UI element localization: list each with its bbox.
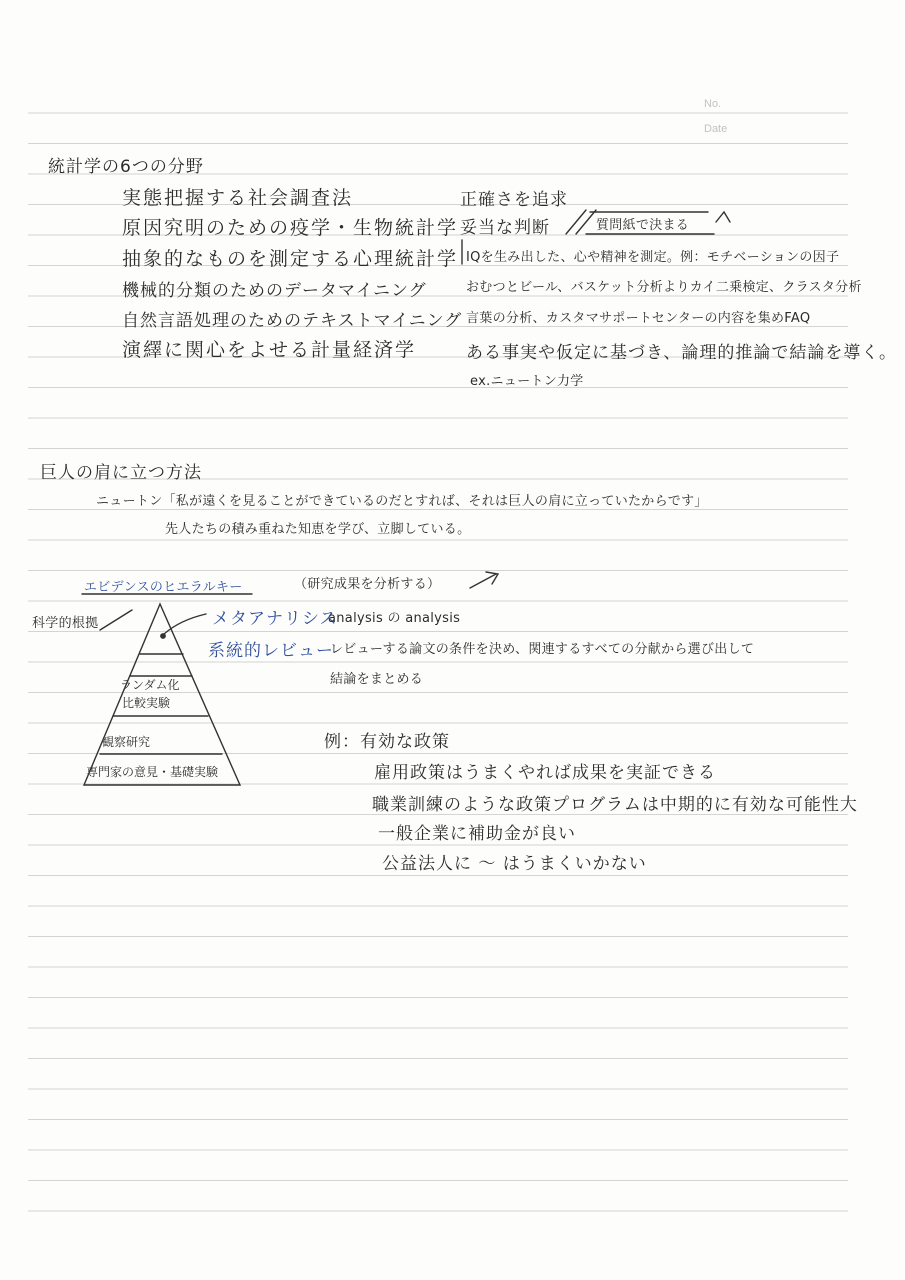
note-questionnaire: 質問紙で決まる [596, 218, 690, 233]
field-item: 原因究明のための疫学・生物統計学 [122, 217, 459, 239]
note-line: IQを生み出した、心や精神を測定。例：モチベーションの因子 [466, 250, 840, 265]
scientific-basis-label: 科学的根拠 [32, 616, 99, 631]
field-item: 抽象的なものを測定する心理統計学 [122, 248, 459, 270]
newton-follow: 先人たちの積み重ねた知恵を学び、立脚している。 [165, 522, 471, 537]
pyramid-level-rct: 比較実験 [122, 696, 171, 710]
example-line: 公益法人に 〜 はうまくいかない [382, 854, 647, 874]
note-line: ex.ニュートン力学 [470, 374, 584, 389]
bracket-arrow [590, 212, 730, 222]
evidence-arrow-icon [470, 572, 498, 588]
note-line: 言葉の分析、カスタマサポートセンターの内容を集めFAQ [466, 311, 811, 326]
meta-analysis-desc: analysis の analysis [328, 611, 461, 626]
evidence-pyramid [84, 604, 240, 785]
evidence-title-note: （研究成果を分析する） [294, 577, 441, 592]
side-label-arrow-icon [100, 610, 132, 630]
newton-quote: ニュートン「私が遠くを見ることができているのだとすれば、それは巨人の肩に立っていたからです」 [96, 494, 708, 509]
pointer-line [164, 614, 206, 634]
example-line: 一般企業に補助金が良い [378, 824, 576, 844]
systematic-review-desc: レビューする論文の条件を決め、関連するすべての分献から選び出して [330, 642, 755, 657]
example-title: 例：有効な政策 [324, 732, 450, 752]
pointer-dot [161, 634, 165, 638]
section-title-evidence: エビデンスのヒエラルキー [84, 580, 243, 595]
note-line: おむつとビール、バスケット分析よりカイ二乗検定、クラスタ分析 [466, 280, 862, 295]
example-line: 雇用政策はうまくやれば成果を実証できる [374, 763, 716, 783]
no-label: No. [704, 98, 722, 110]
section-title-statistics-fields: 統計学の6つの分野 [48, 157, 204, 177]
pyramid-level-rct: ランダム化 [120, 678, 180, 692]
slash-marks [566, 210, 596, 234]
pyramid-level-expert: 専門家の意見・基礎実験 [86, 765, 219, 779]
note-validity: 妥当な判断 [460, 218, 550, 238]
systematic-review-label: 系統的レビュー [208, 641, 334, 661]
field-item: 演繹に関心をよせる計量経済学 [122, 339, 417, 361]
example-line: 職業訓練のような政策プログラムは中期的に有効な可能性大 [372, 795, 858, 815]
date-label: Date [704, 123, 728, 135]
note-accuracy: 正確さを追求 [460, 190, 568, 210]
field-item: 自然言語処理のためのテキストマイニング [122, 311, 463, 331]
meta-analysis-label: メタアナリシス [212, 609, 338, 629]
systematic-review-desc: 結論をまとめる [330, 672, 424, 687]
field-item: 実態把握する社会調査法 [122, 187, 354, 209]
note-line: ある事実や仮定に基づき、論理的推論で結論を導く。 [466, 343, 897, 363]
section-title-giants: 巨人の肩に立つ方法 [40, 463, 202, 483]
field-item: 機械的分類のためのデータマイニング [122, 281, 427, 301]
pyramid-level-observational: 観察研究 [102, 735, 151, 749]
